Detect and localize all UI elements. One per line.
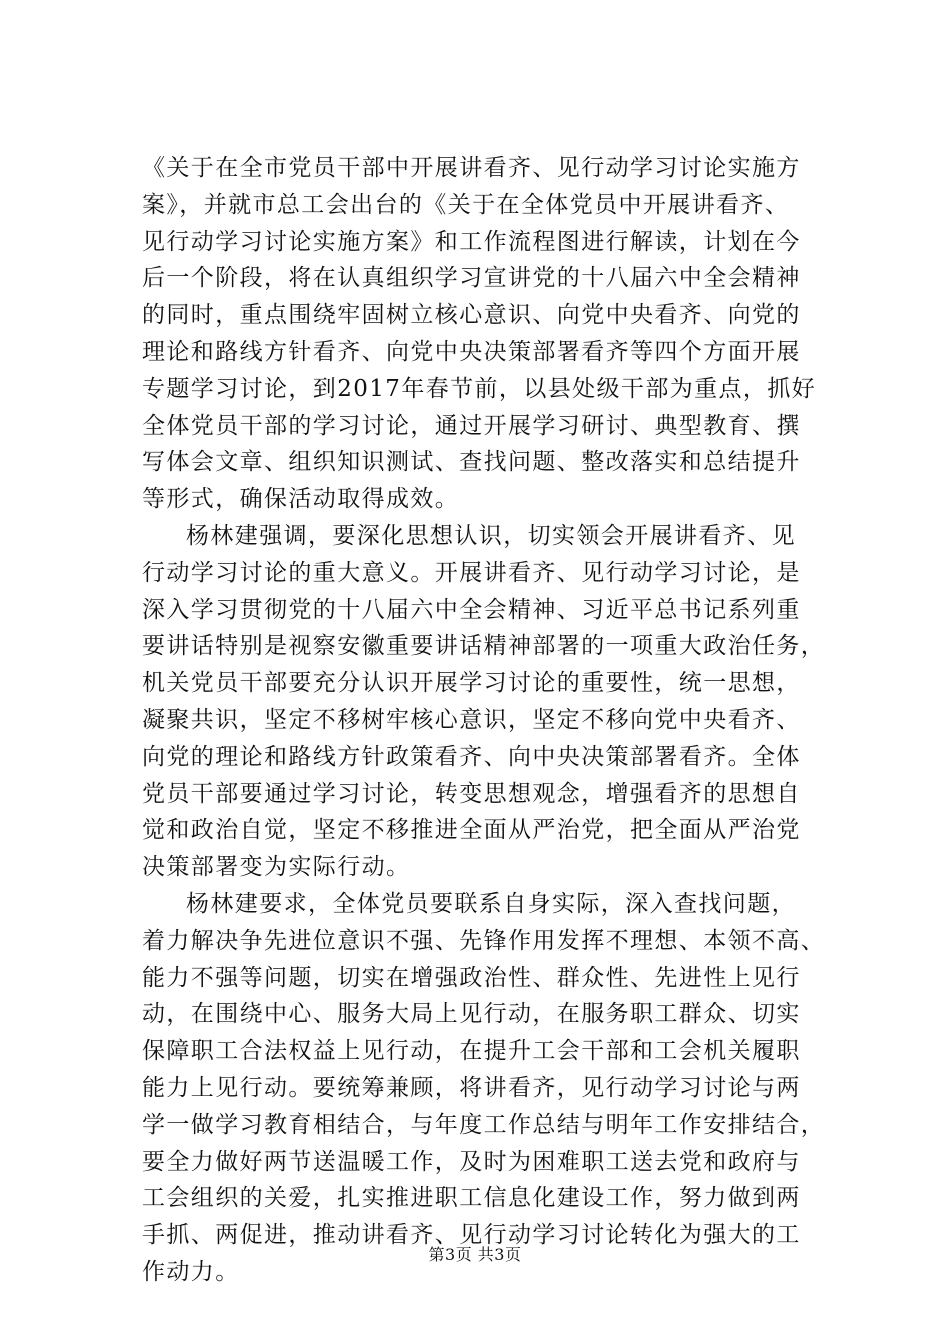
text-line: 决策部署变为实际行动。 (142, 854, 411, 881)
text-line: 深入学习贯彻党的十八届六中全会精神、习近平总书记系列重 (142, 596, 801, 623)
text-line: 案》，并就市总工会出台的《关于在全体党员中开展讲看齐、 (142, 191, 790, 218)
text-line: 的同时，重点围绕牢固树立核心意识、向党中央看齐、向党的 (142, 302, 801, 329)
text-line: 手抓、两促进，推动讲看齐、见行动学习讨论转化为强大的工 (142, 1222, 801, 1249)
text-line: 等形式，确保活动取得成效。 (142, 486, 460, 513)
document-body (142, 150, 830, 1291)
text-line: 要讲话特别是视察安徽重要讲话精神部署的一项重大政治任务， (142, 633, 826, 660)
text-line: 能力不强等问题，切实在增强政治性、群众性、先进性上见行 (142, 964, 801, 991)
text-line: 着力解决争先进位意识不强、先锋作用发挥不理想、本领不高、 (142, 927, 826, 954)
text-line: 动，在围绕中心、服务大局上见行动，在服务职工群众、切实 (142, 1001, 801, 1028)
text-line: 见行动学习讨论实施方案》和工作流程图进行解读，计划在今 (142, 228, 801, 255)
text-line: 保障职工合法权益上见行动，在提升工会干部和工会机关履职 (142, 1038, 801, 1065)
text-line: 行动学习讨论的重大意义。开展讲看齐、见行动学习讨论，是 (142, 559, 801, 586)
text-line: 能力上见行动。要统筹兼顾，将讲看齐，见行动学习讨论与两 (142, 1074, 801, 1101)
text-line: 写体会文章、组织知识测试、查找问题、整改落实和总结提升 (142, 449, 801, 476)
text-line: 后一个阶段，将在认真组织学习宣讲党的十八届六中全会精神 (142, 265, 801, 292)
text-line: 全体党员干部的学习讨论，通过开展学习研讨、典型教育、撰 (142, 412, 801, 439)
text-line: 凝聚共识，坚定不移树牢核心意识，坚定不移向党中央看齐、 (142, 706, 801, 733)
paragraph-start-line: 杨林建强调，要深化思想认识，切实领会开展讲看齐、见 (186, 522, 796, 549)
text-line: 觉和政治自觉，坚定不移推进全面从严治党，把全面从严治党 (142, 817, 801, 844)
text-line: 学一做学习教育相结合，与年度工作总结与明年工作安排结合， (142, 1111, 826, 1138)
text-line: 要全力做好两节送温暖工作，及时为困难职工送去党和政府与 (142, 1148, 801, 1175)
text-line: 专题学习讨论，到2017年春节前，以县处级干部为重点，抓好 (142, 375, 817, 402)
text-line: 党员干部要通过学习讨论，转变思想观念，增强看齐的思想自 (142, 780, 801, 807)
text-line: 机关党员干部要充分认识开展学习讨论的重要性，统一思想， (142, 670, 801, 697)
text-line: 理论和路线方针看齐、向党中央决策部署看齐等四个方面开展 (142, 338, 801, 365)
page-number-label: 第3页 共3页 (428, 1245, 522, 1264)
text-line: 《关于在全市党员干部中开展讲看齐、见行动学习讨论实施方 (142, 155, 801, 181)
text-line: 向党的理论和路线方针政策看齐、向中央决策部署看齐。全体 (142, 743, 801, 770)
text-line: 作动力。 (142, 1258, 240, 1285)
paragraph-start-line: 杨林建要求，全体党员要联系自身实际，深入查找问题， (186, 890, 796, 917)
page-footer (0, 1242, 950, 1265)
text-line: 工会组织的关爱，扎实推进职工信息化建设工作，努力做到两 (142, 1185, 801, 1212)
